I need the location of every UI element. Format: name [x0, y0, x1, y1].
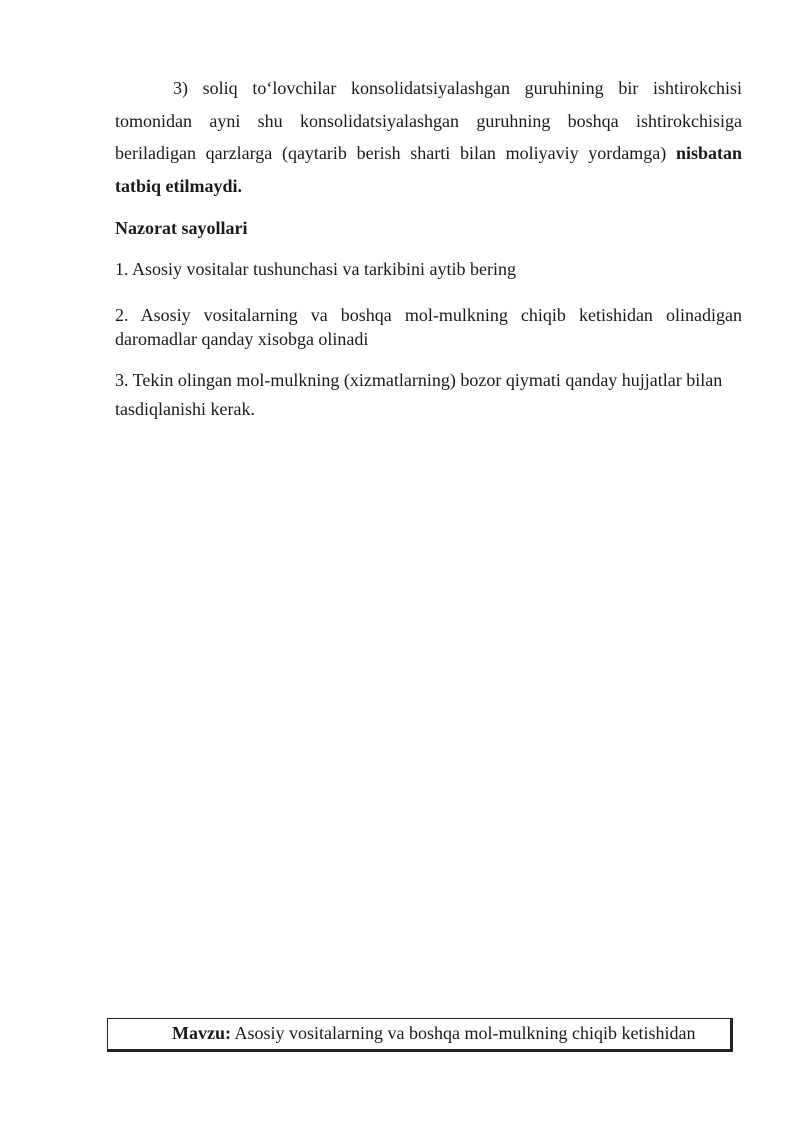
question-2: 2. Asosiy vositalarning va boshqa mol-mulkning chiqib ketishidan olinadigan daromadlar qanday xisobga olinadi	[115, 305, 742, 349]
topic-text: Asosiy vositalarning va boshqa mol-mulkning chiqib ketishidan	[230, 1023, 696, 1043]
topic-label: Mavzu:	[172, 1023, 231, 1043]
question-3: 3. Tekin olingan mol-mulkning (xizmatlarning) bozor qiymati qanday hujjatlar bilan tasdiqlanishi kerak.	[115, 370, 723, 419]
topic-box	[107, 1018, 733, 1052]
paragraph-text: 3) soliq to‘lovchilar konsolidatsiyalashgan guruhining bir ishtirokchisi tomonidan ayni shu konsolidatsiyalashgan guruhning boshqa ishtirokchisiga beriladigan qarzlarga (qaytarib berish sharti bilan moliyaviy yordamga)	[115, 78, 742, 163]
section-heading: Nazorat sayollari	[115, 218, 248, 238]
question-1: 1. Asosiy vositalar tushunchasi va tarkibini aytib bering	[115, 259, 516, 279]
paragraph-bold-text: nisbatan tatbiq etilmaydi.	[115, 143, 742, 196]
body-paragraph	[115, 72, 742, 202]
